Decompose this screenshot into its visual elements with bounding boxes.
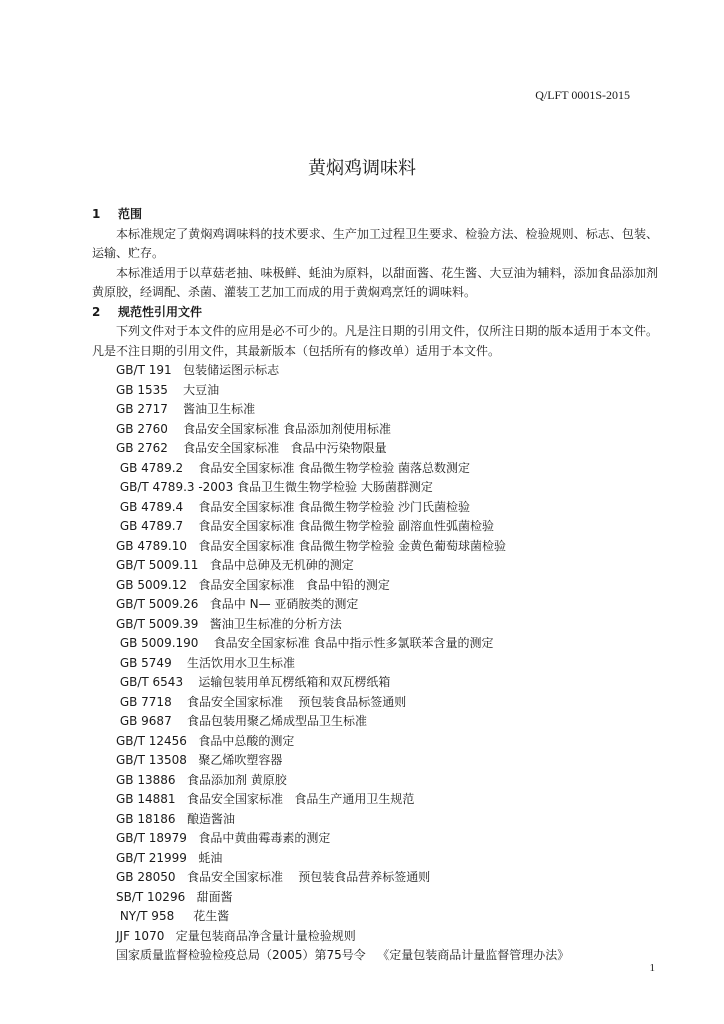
reference-item: GB/T 18979 食品中黄曲霉毒素的测定 bbox=[116, 831, 331, 845]
reference-item: GB/T 12456 食品中总酸的测定 bbox=[116, 733, 295, 748]
section-2-intro: 下列文件对于本文件的应用是必不可少的。凡是注日期的引用文件，仅所注日期的版本适用于本文件。凡是不注日期的引用文件，其最新版本（包括所有的修改单）适用于本文件。 bbox=[92, 324, 658, 358]
reference-item: GB 28050 食品安全国家标准 预包装食品营养标签通则 bbox=[116, 870, 431, 884]
reference-item: GB 5749 生活饮用水卫生标准 bbox=[116, 655, 295, 670]
section-1-paragraph: 本标准规定了黄焖鸡调味料的技术要求、生产加工过程卫生要求、检验方法、检验规则、标志、包装、运输、贮存。 bbox=[92, 226, 658, 260]
section-2-heading bbox=[92, 303, 658, 323]
reference-item: GB 4789.7 食品安全国家标准 食品微生物学检验 副溶血性弧菌检验 bbox=[116, 519, 495, 533]
section-2-number: 2 bbox=[92, 304, 101, 319]
reference-item: GB 5009.190 食品安全国家标准 食品中指示性多氯联苯含量的测定 bbox=[116, 636, 494, 650]
section-1-title: 范围 bbox=[118, 207, 143, 221]
reference-item: GB 2760 食品安全国家标准 食品添加剂使用标准 bbox=[116, 421, 391, 436]
reference-item: GB 9687 食品包装用聚乙烯成型品卫生标准 bbox=[116, 714, 367, 728]
reference-item: GB 1535 大豆油 bbox=[116, 382, 220, 397]
reference-item: GB/T 5009.26 食品中 N— 亚硝胺类的测定 bbox=[116, 597, 359, 611]
reference-item: GB 7718 食品安全国家标准 预包装食品标签通则 bbox=[116, 694, 407, 709]
reference-item: GB 2717 酱油卫生标准 bbox=[116, 402, 256, 416]
section-2-title: 规范性引用文件 bbox=[118, 304, 203, 319]
page-number: 1 bbox=[649, 962, 655, 974]
reference-item: GB 4789.2 食品安全国家标准 食品微生物学检验 菌落总数测定 bbox=[116, 460, 471, 475]
reference-item: JJF 1070 定量包装商品净含量计量检验规则 bbox=[116, 928, 356, 943]
reference-item: GB/T 5009.39 酱油卫生标准的分析方法 bbox=[116, 616, 342, 631]
reference-item: GB/T 5009.11 食品中总砷及无机砷的测定 bbox=[116, 558, 354, 572]
reference-item: GB 4789.10 食品安全国家标准 食品微生物学检验 金黄色葡萄球菌检验 bbox=[116, 538, 507, 553]
reference-item: GB 5009.12 食品安全国家标准 食品中铅的测定 bbox=[116, 577, 390, 592]
section-1-heading bbox=[92, 205, 658, 225]
reference-item: SB/T 10296 甜面酱 bbox=[116, 889, 233, 904]
reference-item: GB/T 13508 聚乙烯吹塑容器 bbox=[116, 753, 283, 767]
reference-item: GB/T 21999 蚝油 bbox=[116, 850, 223, 865]
reference-item: GB 2762 食品安全国家标准 食品中污染物限量 bbox=[116, 441, 387, 455]
reference-item: GB 13886 食品添加剂 黄原胶 bbox=[116, 772, 287, 787]
reference-item: GB 4789.4 食品安全国家标准 食品微生物学检验 沙门氏菌检验 bbox=[116, 499, 471, 514]
document-title: 黄焖鸡调味料 bbox=[308, 158, 416, 179]
reference-item: 国家质量监督检验检疫总局（2005）第75号令 《定量包装商品计量监督管理办法》 bbox=[116, 948, 570, 962]
reference-item: GB/T 6543 运输包装用单瓦楞纸箱和双瓦楞纸箱 bbox=[116, 675, 391, 689]
document-body bbox=[92, 205, 658, 966]
document-code: Q/LFT 0001S-2015 bbox=[535, 88, 630, 102]
reference-item: NY/T 958 花生酱 bbox=[116, 909, 230, 923]
section-1-number: 1 bbox=[92, 207, 101, 221]
reference-list bbox=[92, 361, 658, 966]
reference-item: GB/T 4789.3 -2003 食品卫生微生物学检验 大肠菌群测定 bbox=[116, 480, 433, 494]
reference-item: GB 14881 食品安全国家标准 食品生产通用卫生规范 bbox=[116, 792, 415, 806]
reference-item: GB/T 191 包装储运图示标志 bbox=[116, 363, 280, 377]
reference-item: GB 18186 酿造酱油 bbox=[116, 811, 235, 826]
section-1-paragraph: 本标准适用于以草菇老抽、味极鲜、蚝油为原料，以甜面酱、花生酱、大豆油为辅料，添加食品添加剂黄原胶，经调配、杀菌、灌装工艺加工而成的用于黄焖鸡烹饪的调味料。 bbox=[92, 265, 658, 299]
